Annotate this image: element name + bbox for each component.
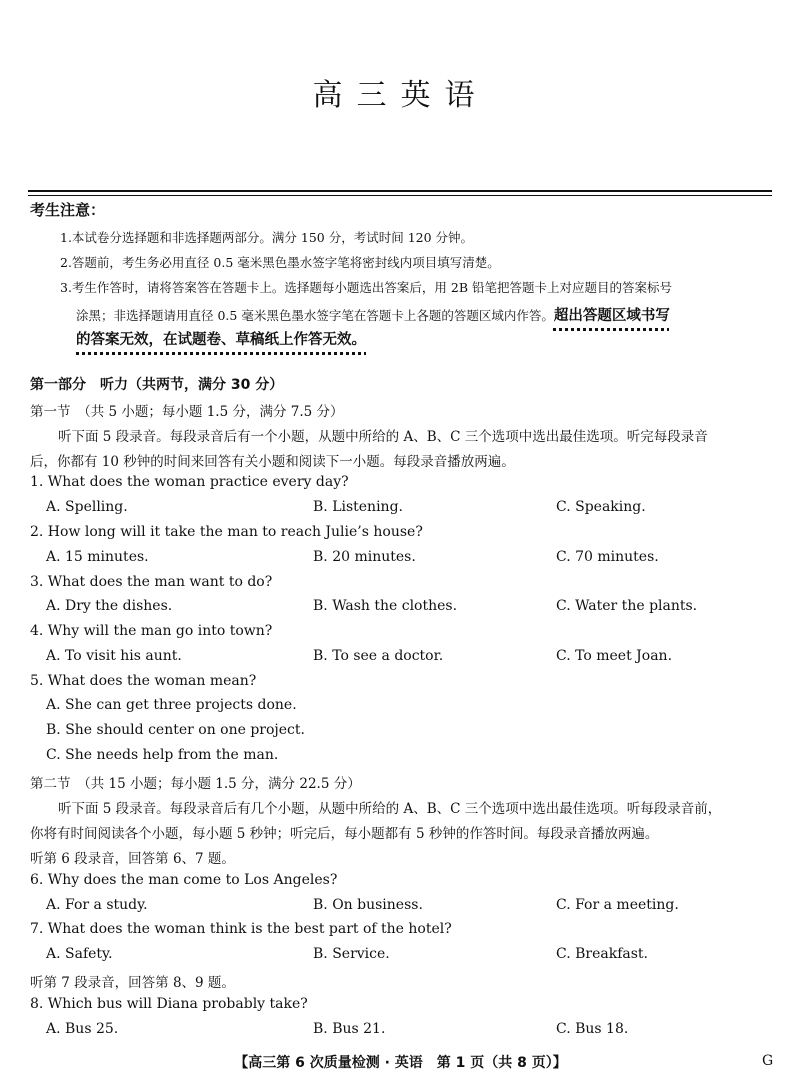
question-1-stem: 1. What does the woman practice every day?: [30, 474, 349, 490]
question-3-option-c: C. Water the plants.: [556, 598, 698, 614]
question-5-option-c: C. She needs help from the man.: [46, 747, 279, 763]
question-6-option-b: B. On business.: [313, 897, 423, 913]
question-2-stem: 2. How long will it take the man to reach Julie’s house?: [30, 524, 423, 540]
question-7-stem: 7. What does the woman think is the best part of the hotel?: [30, 921, 452, 937]
question-5-option-b: B. She should center on one project.: [46, 722, 305, 738]
question-7-option-b: B. Service.: [313, 946, 390, 962]
question-4-option-b: B. To see a doctor.: [313, 648, 444, 664]
notice-item-3-line-3-emphasis: 的答案无效，在试题卷、草稿纸上作答无效。: [76, 332, 366, 348]
section1-instructions-line-1: 听下面 5 段录音。每段录音后有一个小题，从题中所给的 A、B、C 三个选项中选出最佳选项。听完每段录音: [58, 429, 708, 445]
question-5-stem: 5. What does the woman mean?: [30, 673, 257, 689]
question-1-option-a: A. Spelling.: [46, 499, 128, 515]
question-2-option-c: C. 70 minutes.: [556, 549, 659, 565]
question-8-option-b: B. Bus 21.: [313, 1021, 386, 1037]
section1-instructions-line-2: 后，你都有 10 秒钟的时间来回答有关小题和阅读下一小题。每段录音播放两遍。: [30, 454, 515, 470]
question-8-option-c: C. Bus 18.: [556, 1021, 629, 1037]
question-3-option-b: B. Wash the clothes.: [313, 598, 458, 614]
notice-item-2: 2.答题前，考生务必用直径 0.5 毫米黑色墨水签字笔将密封线内项目填写清楚。: [60, 255, 500, 270]
question-8-option-a: A. Bus 25.: [46, 1021, 119, 1037]
question-7-option-c: C. Breakfast.: [556, 946, 648, 962]
part1-heading: 第一部分 听力（共两节，满分 30 分）: [30, 377, 284, 393]
notice-item-3-line-1: 3.考生作答时，请将答案答在答题卡上。选择题每小题选出答案后，用 2B 铅笔把答题卡上对应题目的答案标号: [60, 280, 673, 295]
notice-item-3-line-2-text: 涂黑；非选择题请用直径 0.5 毫米黑色墨水签字笔在答题卡上各题的答题区域内作答。: [76, 308, 554, 323]
question-2-option-b: B. 20 minutes.: [313, 549, 416, 565]
paper-version-code: G: [762, 1053, 774, 1069]
question-4-stem: 4. Why will the man go into town?: [30, 623, 273, 639]
question-7-option-a: A. Safety.: [46, 946, 113, 962]
question-8-stem: 8. Which bus will Diana probably take?: [30, 996, 308, 1012]
header-rule-thick: [28, 190, 772, 192]
question-3-stem: 3. What does the man want to do?: [30, 574, 273, 590]
question-6-option-a: A. For a study.: [46, 897, 148, 913]
question-2-option-a: A. 15 minutes.: [46, 549, 149, 565]
question-4-option-c: C. To meet Joan.: [556, 648, 673, 664]
question-1-option-c: C. Speaking.: [556, 499, 646, 515]
question-5-option-a: A. She can get three projects done.: [46, 697, 297, 713]
page-footer: 【高三第 6 次质量检测 · 英语 第 1 页（共 8 页）】: [234, 1055, 567, 1071]
segment-6-prompt: 听第 6 段录音，回答第 6、7 题。: [30, 851, 235, 867]
notice-heading: 考生注意：: [30, 201, 106, 219]
section2-instructions-line-2: 你将有时间阅读各个小题，每小题 5 秒钟；听完后，每小题都有 5 秒钟的作答时间。每段录音播放两遍。: [30, 826, 659, 842]
segment-7-prompt: 听第 7 段录音，回答第 8、9 题。: [30, 975, 235, 991]
notice-item-3-line-2: [76, 304, 670, 325]
question-6-option-c: C. For a meeting.: [556, 897, 679, 913]
question-4-option-a: A. To visit his aunt.: [46, 648, 182, 664]
header-rule-thin: [28, 195, 772, 196]
section2-instructions-line-1: 听下面 5 段录音。每段录音后有几个小题，从题中所给的 A、B、C 三个选项中选出最佳选项。听每段录音前，: [58, 801, 722, 817]
section2-heading: 第二节 （共 15 小题；每小题 1.5 分，满分 22.5 分）: [30, 776, 361, 792]
section1-heading: 第一节 （共 5 小题；每小题 1.5 分，满分 7.5 分）: [30, 404, 344, 420]
notice-item-1: 1.本试卷分选择题和非选择题两部分。满分 150 分，考试时间 120 分钟。: [60, 230, 474, 245]
page-title: 高三英语: [312, 78, 489, 113]
question-6-stem: 6. Why does the man come to Los Angeles?: [30, 872, 338, 888]
notice-item-3-line-2-emphasis: 超出答题区域书写: [553, 308, 670, 324]
question-3-option-a: A. Dry the dishes.: [46, 598, 173, 614]
question-1-option-b: B. Listening.: [313, 499, 403, 515]
